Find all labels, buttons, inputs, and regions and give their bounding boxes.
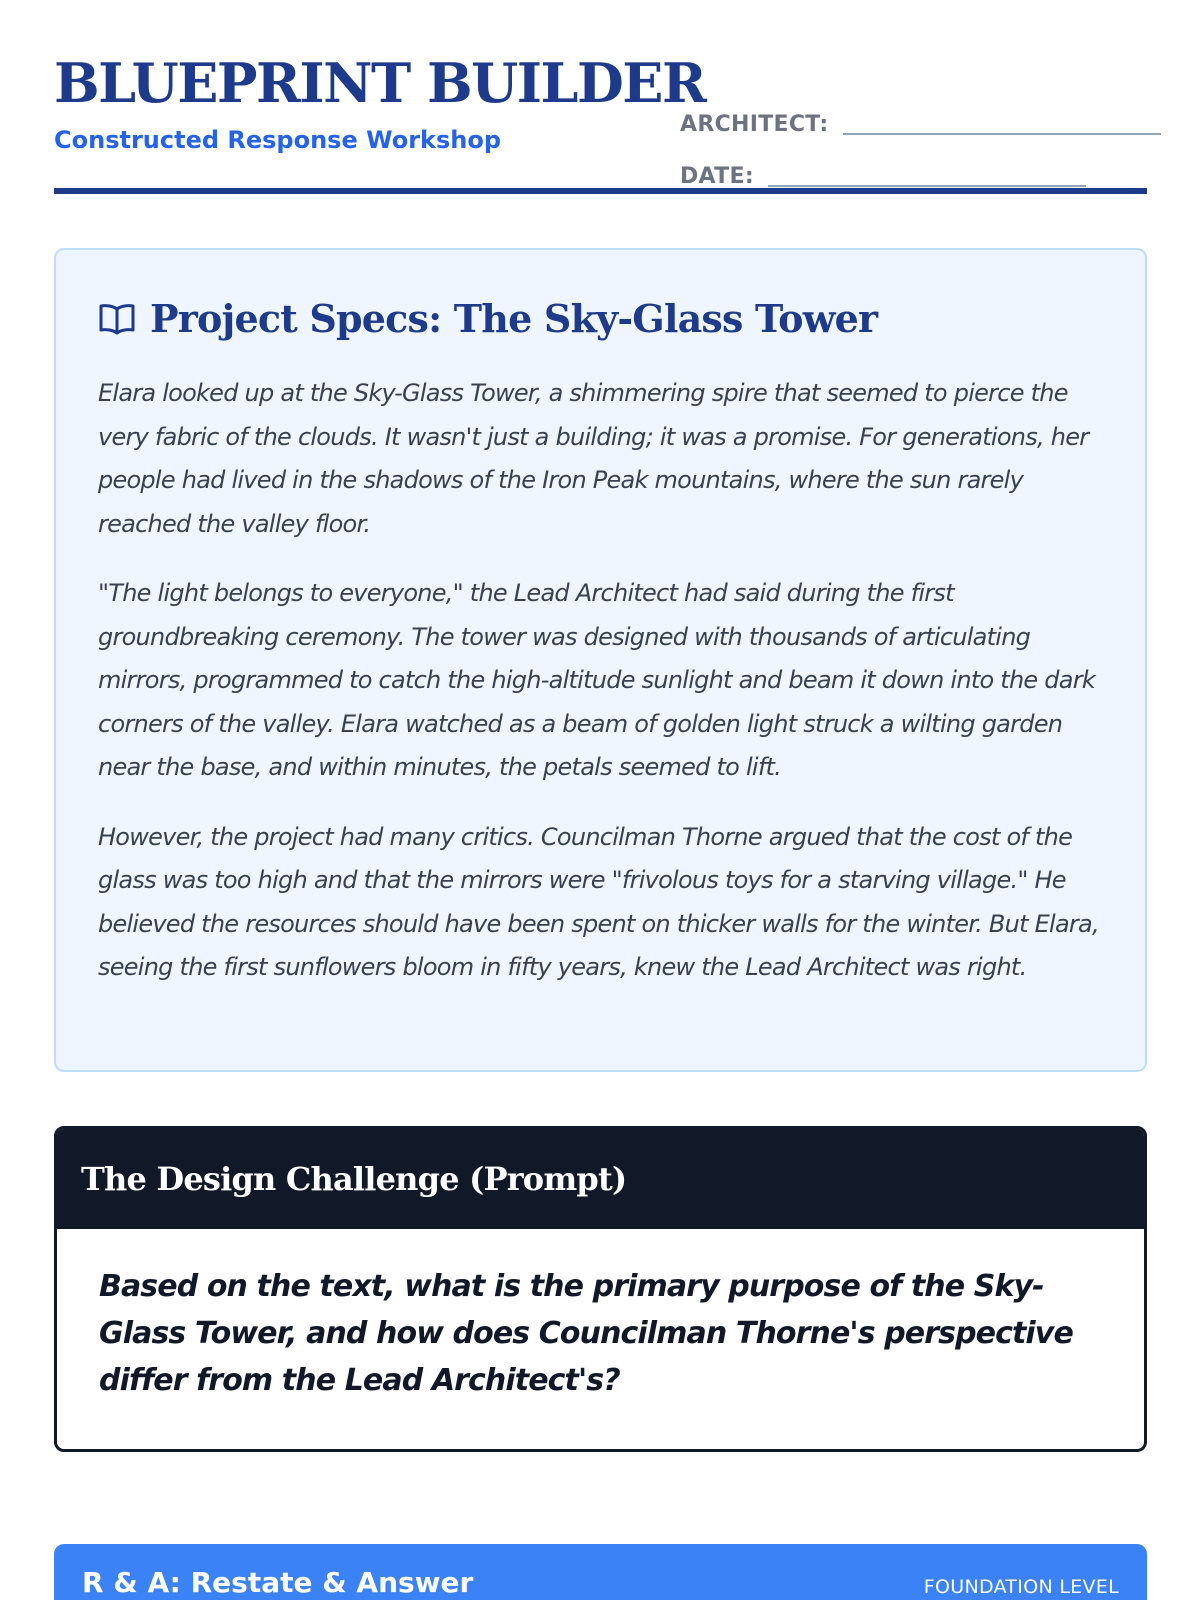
prompt-header-title: The Design Challenge (Prompt): [81, 1160, 627, 1198]
worksheet-header: [54, 52, 1147, 194]
passage-paragraph-1: Elara looked up at the Sky-Glass Tower, a shimmering spire that seemed to pierce the very fabric of the clouds. It wasn't just a building; it was a promise. For generations, her people had lived in the shadows of the Iron Peak mountains, where the sun rarely reached the valley floor.: [98, 379, 1089, 538]
section-title: R & A: Restate & Answer: [82, 1566, 474, 1599]
level-badge: FOUNDATION LEVEL: [923, 1576, 1119, 1598]
page-title: BLUEPRINT BUILDER: [54, 51, 706, 115]
architect-field[interactable]: [843, 132, 1161, 135]
page-subtitle: Constructed Response Workshop: [54, 126, 502, 154]
specs-title-row: [98, 296, 877, 341]
prompt-header: [57, 1129, 1144, 1229]
specs-title: Project Specs: The Sky-Glass Tower: [150, 296, 878, 341]
architect-label: ARCHITECT:: [680, 112, 829, 137]
date-field[interactable]: [768, 184, 1086, 187]
architect-field-row: [680, 112, 1161, 137]
date-label: DATE:: [680, 164, 754, 189]
project-specs-card: [54, 248, 1147, 1072]
open-book-icon: [98, 302, 136, 336]
reading-passage: [98, 372, 1103, 1016]
prompt-question: Based on the text, what is the primary purpose of the Sky-Glass Tower, and how does Councilman Thorne's perspective differ from the Lead Architect's?: [99, 1269, 1073, 1398]
restate-answer-section-header: [54, 1544, 1147, 1600]
passage-paragraph-3: However, the project had many critics. Councilman Thorne argued that the cost of the glass was too high and that the mirrors were "frivolous toys for a starving village." He believed the resources should have been spent on thicker walls for the winter. But Elara, seeing the first sunflowers bloom in fifty years, knew the Lead Architect was right.: [98, 822, 1099, 981]
design-challenge-card: [54, 1126, 1147, 1452]
date-field-row: [680, 164, 1086, 189]
passage-paragraph-2: "The light belongs to everyone," the Lead Architect had said during the first groundbreaking ceremony. The tower was designed with thousands of articulating mirrors, programmed to catch the high-altitude sunlight and beam it down into the dark corners of the valley. Elara watched as a beam of golden light struck a wilting garden near the base, and within minutes, the petals seemed to lift.: [98, 579, 1096, 781]
